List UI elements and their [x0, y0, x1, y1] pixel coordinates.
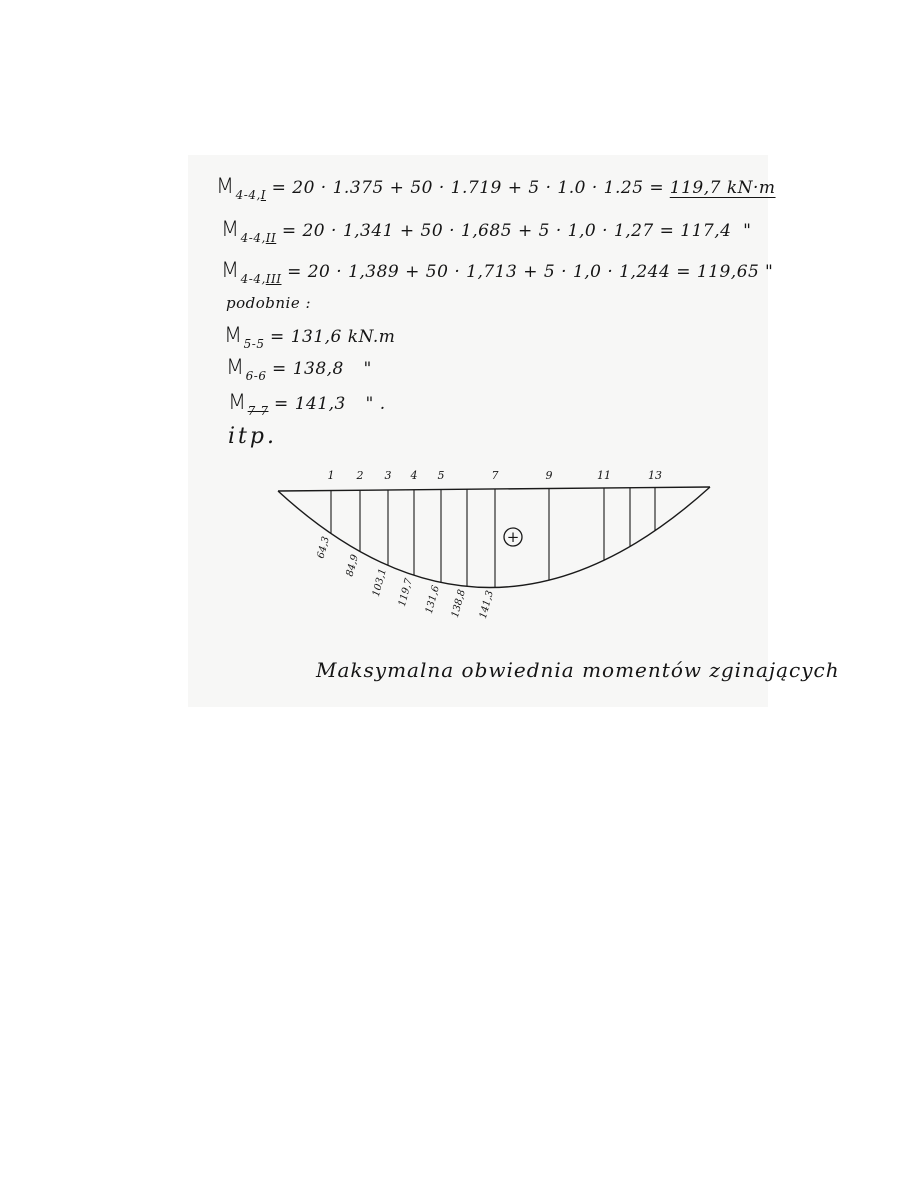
etc-label: itp. — [228, 424, 277, 449]
moment-symbol: M — [224, 323, 243, 347]
moment-symbol: M — [216, 174, 235, 198]
section-label: 9 — [545, 469, 553, 482]
moment-subscript: 6-6 — [245, 369, 267, 383]
moment-value-label: 103,1 — [370, 567, 389, 598]
moment-symbol: M — [226, 355, 245, 379]
section-label: 13 — [648, 469, 662, 482]
moment-symbol: M — [221, 258, 240, 282]
section-label: 2 — [356, 469, 364, 482]
diagram-caption: Maksymalna obwiednia momentów zginających — [316, 658, 840, 682]
moment-subscript: 7-7 — [247, 404, 269, 418]
moment-subscript: 4-4, — [235, 188, 261, 202]
ditto-mark: " . — [365, 394, 386, 414]
moment-value-labels — [316, 535, 496, 619]
moment-value-label: 84,9 — [344, 553, 361, 578]
moment-value: = 141,3 — [274, 394, 346, 414]
positive-sign — [504, 528, 522, 546]
roman-index: II — [265, 231, 277, 245]
moment-value-label: 138,8 — [449, 588, 468, 619]
section-label: 3 — [384, 469, 392, 482]
ditto-mark: " — [743, 221, 752, 241]
section-label: 11 — [597, 469, 611, 482]
moment-symbol: M — [221, 217, 240, 241]
moment-subscript: 5-5 — [243, 337, 265, 351]
roman-index: III — [265, 272, 282, 286]
moment-value: = 138,8 — [272, 359, 344, 379]
moment-envelope-curve — [278, 487, 710, 588]
moment-subscript: 4-4, — [240, 231, 266, 245]
moment-value-label: 64,3 — [315, 535, 332, 560]
section-label: 4 — [410, 469, 418, 482]
moment-value-label: 131,6 — [423, 584, 442, 615]
ditto-mark: " — [764, 262, 774, 282]
section-labels — [328, 469, 663, 482]
similarly-label: podobnie : — [226, 294, 312, 312]
moment-subscript: 4-4, — [240, 272, 266, 286]
moment-value-label: 141,3 — [477, 589, 496, 620]
moment-value: = 131,6 kN.m — [270, 327, 396, 347]
equation-expression: = 20 · 1,389 + 50 · 1,713 + 5 · 1,0 · 1,244 = 119,65 — [287, 262, 760, 282]
moment-symbol: M — [228, 390, 247, 414]
section-label: 5 — [437, 469, 445, 482]
equation-expression: = 20 · 1.375 + 50 · 1.719 + 5 · 1.0 · 1.25 = — [271, 178, 665, 198]
roman-index: I — [260, 188, 267, 202]
positive-sign-symbol: + — [506, 528, 520, 546]
ditto-mark: " — [363, 359, 372, 379]
section-label: 7 — [491, 469, 499, 482]
beam-axis — [278, 487, 710, 491]
moment-value-label: 119,7 — [396, 577, 415, 608]
section-label: 1 — [327, 469, 335, 482]
equation-result: 119,7 kN·m — [669, 178, 776, 198]
equation-expression: = 20 · 1,341 + 50 · 1,685 + 5 · 1,0 · 1,27 = 117,4 — [281, 221, 732, 241]
